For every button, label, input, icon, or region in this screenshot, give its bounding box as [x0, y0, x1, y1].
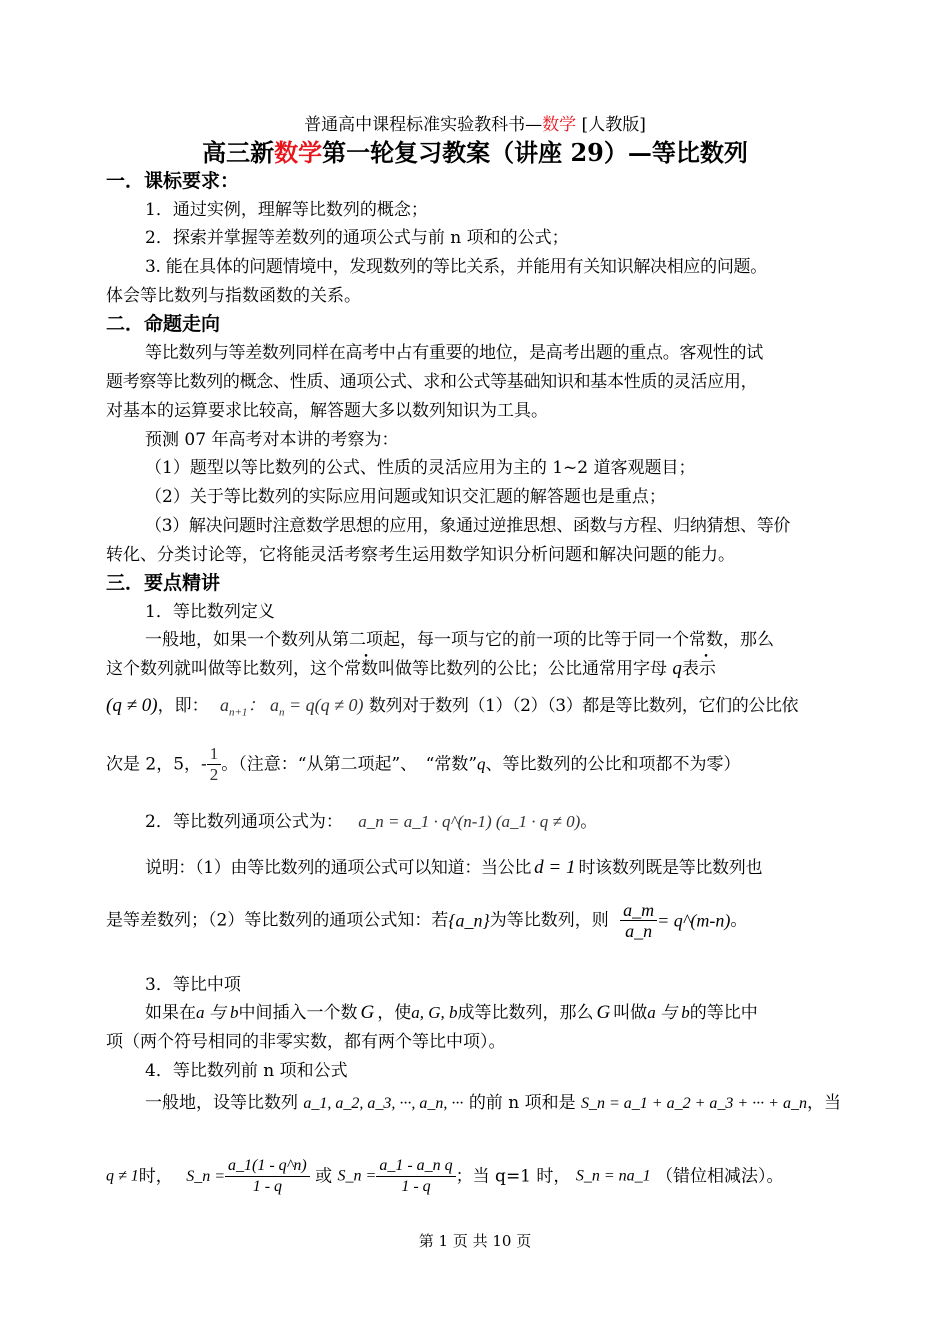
- subsection-title: 1．等比数列定义: [145, 602, 275, 622]
- subsection-title: 2．等比数列通项公式为：: [145, 812, 343, 832]
- math-symbol: q: [477, 754, 486, 774]
- text-run: 的前 n 项和是: [468, 1093, 576, 1113]
- fraction-numerator: a_m: [620, 900, 657, 921]
- math-colon: ：: [247, 695, 266, 715]
- fraction-denominator: 2: [209, 765, 219, 784]
- math-term: a: [269, 695, 279, 715]
- sum-formula-line: [106, 1156, 784, 1212]
- text-run: 或: [315, 1166, 333, 1187]
- math-term: S_n = na_1: [575, 1167, 651, 1185]
- prediction-item: （1）题型以等比数列的公式、性质的灵活应用为主的 1~2 道客观题目；: [145, 458, 696, 478]
- section-heading-1: 一．课标要求：: [106, 170, 240, 192]
- curriculum-item-cont: 体会等比数列与指数函数的关系。: [106, 286, 361, 306]
- text-run: 。（注意：“从第二项起”、 “常数”: [221, 754, 478, 775]
- text-run: （错位相减法）。: [656, 1166, 784, 1187]
- emphasis-text: 第二项起: [332, 630, 400, 650]
- math-symbol: G: [596, 1002, 611, 1023]
- sum-fraction-2: [376, 1156, 455, 1197]
- fraction-numerator: 1: [207, 744, 222, 765]
- fraction-denominator: 1 - q: [401, 1178, 431, 1195]
- geometric-mean-line: [145, 1002, 758, 1024]
- geometric-mean-line: 项（两个符号相同的非零实数，都有两个等比中项）。: [106, 1032, 506, 1052]
- math-term: a: [220, 695, 229, 715]
- math-sum: S_n = a_1 + a_2 + a_3 + ··· + a_n: [580, 1095, 807, 1112]
- text-run: 为等比数列，则: [489, 910, 609, 931]
- paragraph-line: 等比数列与等差数列同样在高考中占有重要的地位，是高考出题的重点。客观性的试: [145, 343, 763, 363]
- prediction-item: （2）关于等比数列的实际应用问题或知识交汇题的解答题也是重点；: [145, 487, 666, 507]
- note-line: [145, 857, 762, 879]
- header-subject: 数学: [542, 115, 577, 135]
- note-line: [106, 900, 747, 954]
- text-run: 如果在: [145, 1003, 196, 1023]
- sum-formula-line: [145, 1092, 841, 1115]
- fraction-denominator: 1 - q: [252, 1178, 283, 1195]
- math-subscript: n+1: [229, 706, 248, 719]
- text-run: 这个数列就叫做等比数列，这个常数叫做等比数列的公比；公比通常用字母: [106, 659, 667, 679]
- sum-fraction-1: [225, 1156, 310, 1197]
- fraction-denominator: a_n: [625, 921, 653, 941]
- title-prefix: 高三新: [202, 138, 275, 167]
- page-footer: 第 1 页 共 10 页: [418, 1232, 532, 1250]
- text-run: 是等差数列；（2）等比数列的通项公式知：若: [106, 910, 449, 931]
- math-term: = q(q ≠ 0): [288, 695, 364, 715]
- text-run: ，即：: [157, 696, 209, 716]
- math-term: S_n =: [186, 1167, 225, 1185]
- title-suffix: 第一轮复习教案（讲座 29）—等比数列: [322, 138, 748, 167]
- text-run: 成等比数列，那么: [457, 1003, 594, 1023]
- text-run: ，当: [806, 1093, 841, 1113]
- text-run: 数列对于数列（1）（2）（3）都是等比数列，它们的公比依: [368, 696, 799, 716]
- text-run: ；当 q=1 时，: [455, 1166, 571, 1187]
- text-run: 、等比数列的公比和项都不为零）: [485, 754, 741, 775]
- title-subject: 数学: [274, 138, 323, 167]
- paragraph-line: 预测 07 年高考对本讲的考察为：: [145, 430, 399, 450]
- definition-line: [145, 629, 774, 651]
- definition-line: [106, 744, 741, 790]
- curriculum-item: 1．通过实例，理解等比数列的概念；: [145, 200, 428, 220]
- series-header: [0, 114, 950, 136]
- math-condition: (q ≠ 0): [106, 695, 158, 716]
- section-heading-3: 三．要点精讲: [106, 572, 221, 594]
- page-title: [0, 138, 950, 168]
- math-subscript: n: [278, 706, 285, 719]
- text-run: 表示: [681, 659, 716, 679]
- text-run: 一般地，如果一个数列从: [145, 630, 332, 650]
- emphasis-text: 常数: [689, 630, 723, 650]
- subsection-title: 3．等比中项: [145, 975, 241, 995]
- text-run: 次是 2，5，-: [106, 754, 207, 775]
- definition-line: [106, 694, 798, 724]
- header-text: 普通高中课程标准实验教科书—: [304, 115, 543, 135]
- math-term: a 与 b: [196, 1003, 239, 1022]
- curriculum-item: 3. 能在具体的问题情境中，发现数列的等比关系，并能用有关知识解决相应的问题。: [145, 257, 767, 277]
- fraction-one-half: [207, 744, 222, 785]
- text-run: 叫做: [613, 1003, 648, 1023]
- fraction-numerator: a_1 - a_n q: [376, 1156, 455, 1177]
- math-symbol: q: [672, 658, 682, 679]
- math-condition: d = 1: [534, 857, 576, 878]
- text-run: 时该数列既是等比数列也: [578, 858, 763, 878]
- math-ratio-formula: [220, 695, 364, 719]
- text-run: 一般地，设等比数列: [145, 1093, 298, 1113]
- text-run: 的等比中: [689, 1003, 758, 1023]
- subsection-title: 4．等比数列前 n 项和公式: [145, 1061, 348, 1081]
- fraction-numerator: a_1(1 - q^n): [225, 1156, 310, 1177]
- math-symbol: G: [360, 1002, 375, 1023]
- math-term: = q^(m-n): [657, 910, 731, 931]
- definition-line: [106, 658, 716, 680]
- text-run: ，使: [377, 1003, 412, 1023]
- text-run: 时，: [138, 1166, 173, 1187]
- section-heading-2: 二．命题走向: [106, 313, 221, 335]
- math-term: S_n =: [337, 1167, 377, 1185]
- general-term-line: [145, 811, 597, 833]
- prediction-item-cont: 转化、分类讨论等，它将能灵活考察考生运用数学知识分析问题和解决问题的能力。: [106, 545, 735, 565]
- header-edition: [人教版]: [576, 115, 646, 135]
- curriculum-item: 2．探索并掌握等差数列的通项公式与前 n 项和的公式；: [145, 228, 569, 248]
- paragraph-line: 题考察等比数列的概念、性质、通项公式、求和公式等基础知识和基本性质的灵活应用，: [106, 372, 758, 392]
- text-run: 。: [580, 812, 598, 832]
- text-run: 说明：（1）由等比数列的通项公式可以知道：当公比: [145, 858, 532, 878]
- text-run: 中间插入一个数: [238, 1003, 358, 1023]
- math-condition: q ≠ 1: [106, 1167, 139, 1185]
- fraction-am-an: [620, 900, 657, 941]
- math-term: a, G, b: [411, 1003, 458, 1022]
- paragraph-line: 对基本的运算要求比较高，解答题大多以数列知识为工具。: [106, 401, 548, 421]
- math-sequence: a_1, a_2, a_3, ···, a_n, ···: [303, 1095, 464, 1112]
- math-term: a 与 b: [647, 1003, 690, 1022]
- text-run: ，每一项与它的前一项的比等于同一个: [400, 630, 689, 650]
- text-run: ，那么: [723, 630, 774, 650]
- math-set: {a_n}: [448, 910, 490, 931]
- text-run: 。: [730, 910, 748, 931]
- prediction-item: （3）解决问题时注意数学思想的应用，象通过逆推思想、函数与方程、归纳猜想、等价: [145, 516, 791, 536]
- math-general-term: a_n = a_1 · q^(n-1) (a_1 · q ≠ 0): [358, 812, 581, 831]
